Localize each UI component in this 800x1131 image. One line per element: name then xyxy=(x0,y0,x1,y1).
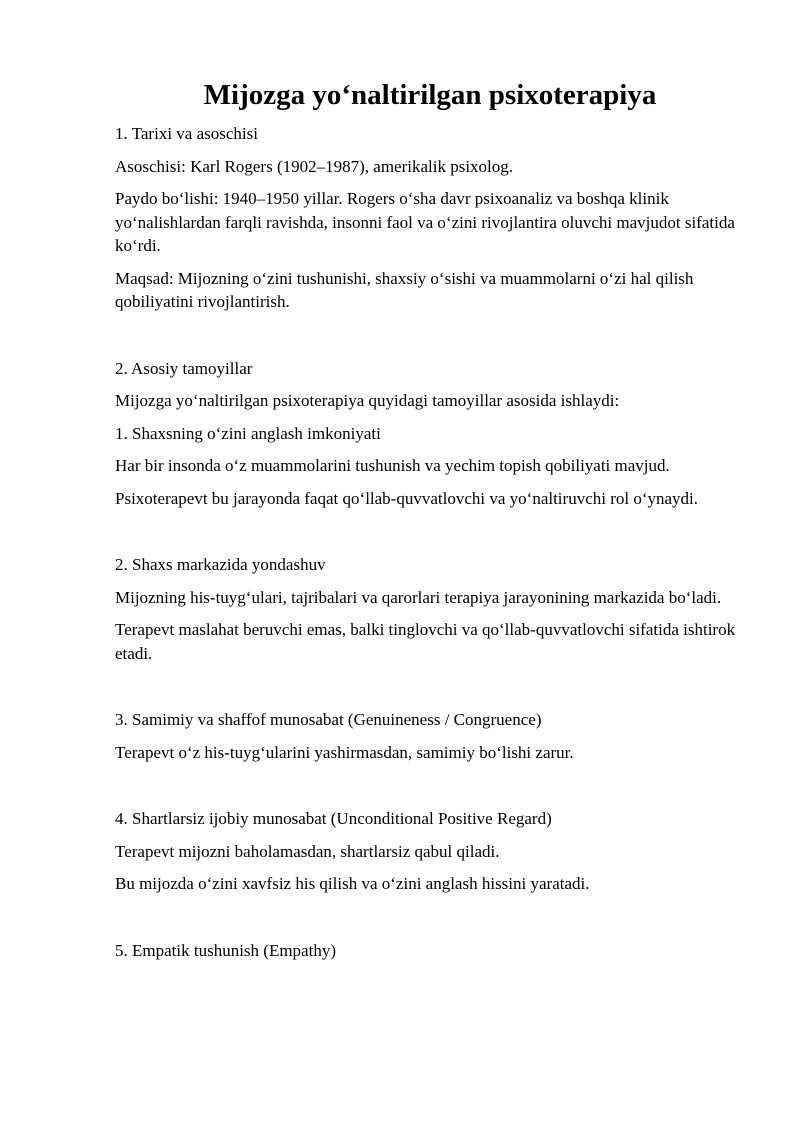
principle-heading-self-awareness: 1. Shaxsning o‘zini anglash imkoniyati xyxy=(115,423,381,443)
paragraph-self-awareness-1: Har bir insonda o‘z muammolarini tushunish va yechim topish qobiliyati mavjud. xyxy=(115,456,670,475)
paragraph-origin: Paydo bo‘lishi: 1940–1950 yillar. Rogers o‘sha davr psixoanaliz va boshqa klinik yo‘nalishlardan farqli ravishda, insonni faol va o‘zini rivojlantira oluvchi mavjudot sifatida ko‘rdi. xyxy=(115,189,735,255)
paragraph-person-centered-2: Terapevt maslahat beruvchi emas, balki tinglovchi va qo‘llab-quvvatlovchi sifatida ishtirok etadi. xyxy=(115,620,736,663)
principle-heading-empathy: 5. Empatik tushunish (Empathy) xyxy=(115,940,336,960)
principle-heading-genuineness: 3. Samimiy va shaffof munosabat (Genuineness / Congruence) xyxy=(115,710,542,729)
principle-heading-positive-regard: 4. Shartlarsiz ijobiy munosabat (Unconditional Positive Regard) xyxy=(115,809,552,828)
paragraph-person-centered-1: Mijozning his-tuyg‘ulari, tajribalari va qarorlari terapiya jarayonining markazida bo‘ladi. xyxy=(115,587,722,607)
paragraph-self-awareness-2: Psixoterapevt bu jarayonda faqat qo‘llab-quvvatlovchi va yo‘naltiruvchi rol o‘ynaydi. xyxy=(115,488,699,508)
section-heading-principles: 2. Asosiy tamoyillar xyxy=(115,358,253,378)
paragraph-goal: Maqsad: Mijozning o‘zini tushunishi, shaxsiy o‘sishi va muammolarni o‘zi hal qilish qobiliyatini rivojlantirish. xyxy=(115,268,694,311)
paragraph-principles-intro: Mijozga yo‘naltirilgan psixoterapiya quyidagi tamoyillar asosida ishlaydi: xyxy=(115,391,620,410)
paragraph-positive-regard-1: Terapevt mijozni baholamasdan, shartlarsiz qabul qiladi. xyxy=(115,841,500,861)
paragraph-founder: Asoschisi: Karl Rogers (1902–1987), amerikalik psixolog. xyxy=(115,156,514,176)
document-body xyxy=(115,76,745,962)
section-heading-history: 1. Tarixi va asoschisi xyxy=(115,124,258,143)
paragraph-positive-regard-2: Bu mijozda o‘zini xavfsiz his qilish va o‘zini anglash hissini yaratadi. xyxy=(115,874,590,893)
paragraph-genuineness: Terapevt o‘z his-tuyg‘ularini yashirmasdan, samimiy bo‘lishi zarur. xyxy=(115,742,574,762)
document-title: Mijozga yo‘naltirilgan psixoterapiya xyxy=(203,79,657,111)
principle-heading-person-centered: 2. Shaxs markazida yondashuv xyxy=(115,555,326,574)
